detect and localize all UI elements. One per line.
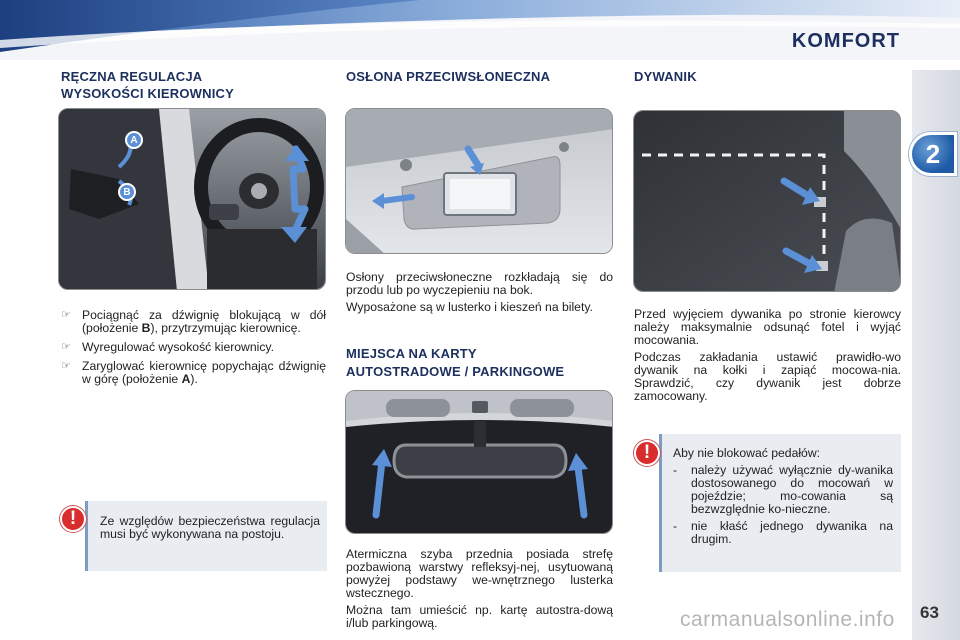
mat-warning-list <box>673 464 893 546</box>
cards-paragraph-2: Można tam umieścić np. kartę autostra-dową i/lub parkingową. <box>346 603 613 630</box>
mat-paragraph-2: Podczas zakładania ustawić prawidło-wo dywanik na kołki i zapiąć mocowa-nia. Sprawdzić, czy dywanik jest dobrze zamocowany. <box>634 350 901 403</box>
mat-section-title: DYWANIK <box>634 69 697 84</box>
mat-warning-item-1: - należy używać wyłącznie dy-wanika dostosowanego do mocowań w pojeździe; mo-cowania są bezwzględnie ko-nieczne. <box>673 463 893 516</box>
steering-step-1: ☞ Pociągnąć za dźwignię blokującą w dół (położenie B), przytrzymując kierownicę. <box>61 308 326 335</box>
page-number: 63 <box>920 603 939 622</box>
steering-section-title <box>61 68 321 102</box>
cards-section-title <box>346 345 616 381</box>
mat-paragraph-1: Przed wyjęciem dywanika po stronie kierowcy należy maksymalnie odsunąć fotel i wyjąć mocowania. <box>634 307 901 347</box>
cards-paragraph-1: Atermiczna szyba przednia posiada strefę pozbawioną warstwy refleksyj-nej, usytuowaną powyżej podstawy we-wnętrznego lusterka wstecznego. <box>346 547 613 600</box>
page-header <box>0 0 960 60</box>
sunvisor-paragraph-2: Wyposażone są w lusterko i kieszeń na bilety. <box>346 300 593 314</box>
steering-step-3: ☞ Zaryglować kierownicę popychając dźwignię w górę (położenie A). <box>61 359 326 386</box>
warning-icon: ! <box>634 440 660 466</box>
steering-title-line-2: WYSOKOŚCI KIEROWNICY <box>61 86 235 101</box>
watermark-text: carmanualsonline.info <box>680 608 895 631</box>
steering-wheel-illustration <box>59 109 326 290</box>
sunvisor-paragraph-1: Osłony przeciwsłoneczne rozkładają się do przodu lub po wyczepieniu na bok. <box>346 270 613 297</box>
floor-mat-illustration <box>634 111 901 292</box>
pointing-hand-icon: ☞ <box>61 309 71 321</box>
lever-label-b: B <box>118 183 136 201</box>
chapter-number-badge: 2 <box>909 132 957 176</box>
pointing-hand-icon: ☞ <box>61 360 71 372</box>
sunvisor-text <box>346 271 613 318</box>
steering-wheel-photo <box>58 108 326 290</box>
warning-icon: ! <box>60 506 86 532</box>
mat-text <box>634 308 901 407</box>
sun-visor-illustration <box>346 109 613 254</box>
pointing-hand-icon: ☞ <box>61 341 71 353</box>
cards-text <box>346 548 613 634</box>
windscreen-photo <box>345 390 613 534</box>
steering-step-2: ☞ Wyregulować wysokość kierownicy. <box>61 340 275 354</box>
steering-title-line-1: RĘCZNA REGULACJA <box>61 69 203 84</box>
windscreen-illustration <box>346 391 613 534</box>
steering-warning-text: Ze względów bezpieczeństwa regulacja musi być wykonywana na postoju. <box>100 514 320 541</box>
cards-title-line-1: MIEJSCA NA KARTY <box>346 346 477 361</box>
lever-label-a: A <box>125 131 143 149</box>
chapter-title: KOMFORT <box>791 30 900 52</box>
cards-title-line-2: AUTOSTRADOWE / PARKINGOWE <box>346 364 565 379</box>
sun-visor-photo <box>345 108 613 254</box>
sunvisor-section-title: OSŁONA PRZECIWSŁONECZNA <box>346 69 551 84</box>
mat-warning-text <box>673 447 893 546</box>
mat-warning-title: Aby nie blokować pedałów: <box>673 446 821 460</box>
mat-warning-item-2: - nie kłaść jednego dywanika na drugim. <box>673 519 893 546</box>
steering-instructions <box>61 309 326 392</box>
floor-mat-photo <box>633 110 901 292</box>
